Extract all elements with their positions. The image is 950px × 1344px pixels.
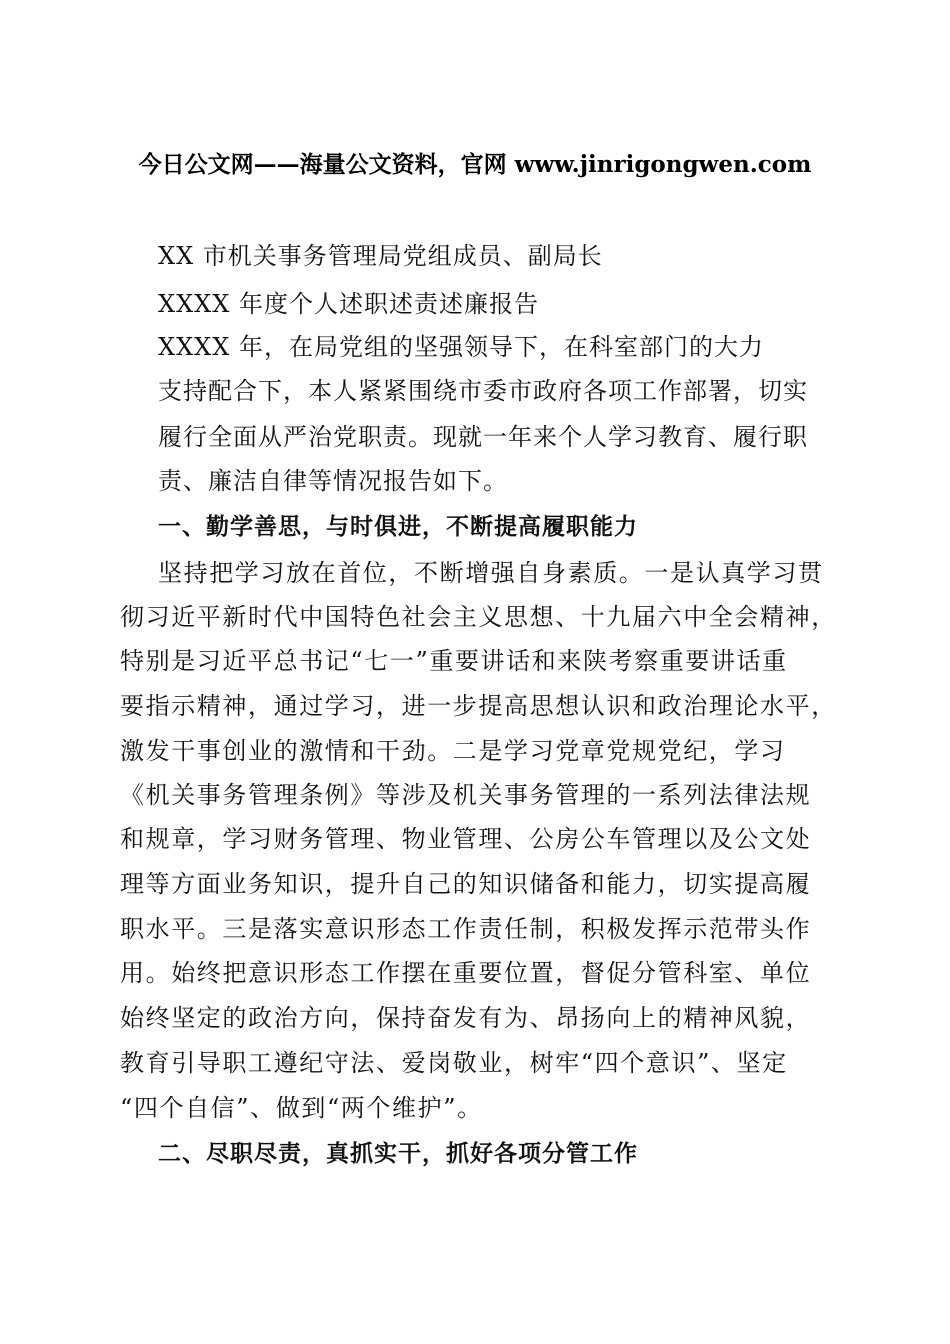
- body-line: 始终坚定的政治方向，保持奋发有为、昂扬向上的精神风貌，: [120, 1004, 812, 1032]
- body-line: “四个自信”、做到“两个维护”。: [120, 1094, 483, 1122]
- body-line: 理等方面业务知识，提升自己的知识储备和能力，切实提高履: [120, 870, 812, 898]
- body-line: 和规章，学习财务管理、物业管理、公房公车管理以及公文处: [120, 825, 812, 853]
- body-line: 坚持把学习放在首位，不断增强自身素质。一是认真学习贯: [158, 559, 824, 587]
- section-heading-2: 二、尽职尽责，真抓实干，抓好各项分管工作: [158, 1141, 638, 1167]
- body-line: 用。始终把意识形态工作摆在重要位置，督促分管科室、单位: [120, 959, 812, 987]
- intro-line: 支持配合下，本人紧紧围绕市委市政府各项工作部署，切实: [158, 377, 808, 405]
- body-line: 教育引导职工遵纪守法、爱岗敬业，树牢“四个意识”、坚定: [120, 1049, 788, 1077]
- intro-line: XXXX 年，在局党组的坚强领导下，在科室部门的大力: [158, 333, 764, 361]
- body-line: 特别是习近平总书记“七一”重要讲话和来陕考察重要讲话重: [120, 647, 788, 675]
- body-line: 《机关事务管理条例》等涉及机关事务管理的一系列法律法规: [120, 781, 812, 809]
- body-line: 职水平。三是落实意识形态工作责任制，积极发挥示范带头作: [120, 915, 812, 943]
- site-header: 今日公文网——海量公文资料，官网 www.jinrigongwen.com: [138, 151, 812, 178]
- intro-line: 履行全面从严治党职责。现就一年来个人学习教育、履行职: [158, 423, 808, 451]
- intro-line: 责、廉洁自律等情况报告如下。: [158, 467, 508, 495]
- section-heading-1: 一、勤学善思，与时俱进，不断提高履职能力: [158, 514, 638, 540]
- body-line: 激发干事创业的激情和干劲。二是学习党章党规党纪，学习: [120, 737, 786, 765]
- author-title-line: XX 市机关事务管理局党组成员、副局长: [158, 242, 603, 270]
- body-line: 彻习近平新时代中国特色社会主义思想、十九届六中全会精神，: [120, 603, 837, 631]
- body-line: 要指示精神，通过学习，进一步提高思想认识和政治理论水平，: [120, 692, 837, 720]
- report-title-line: XXXX 年度个人述职述责述廉报告: [158, 290, 539, 318]
